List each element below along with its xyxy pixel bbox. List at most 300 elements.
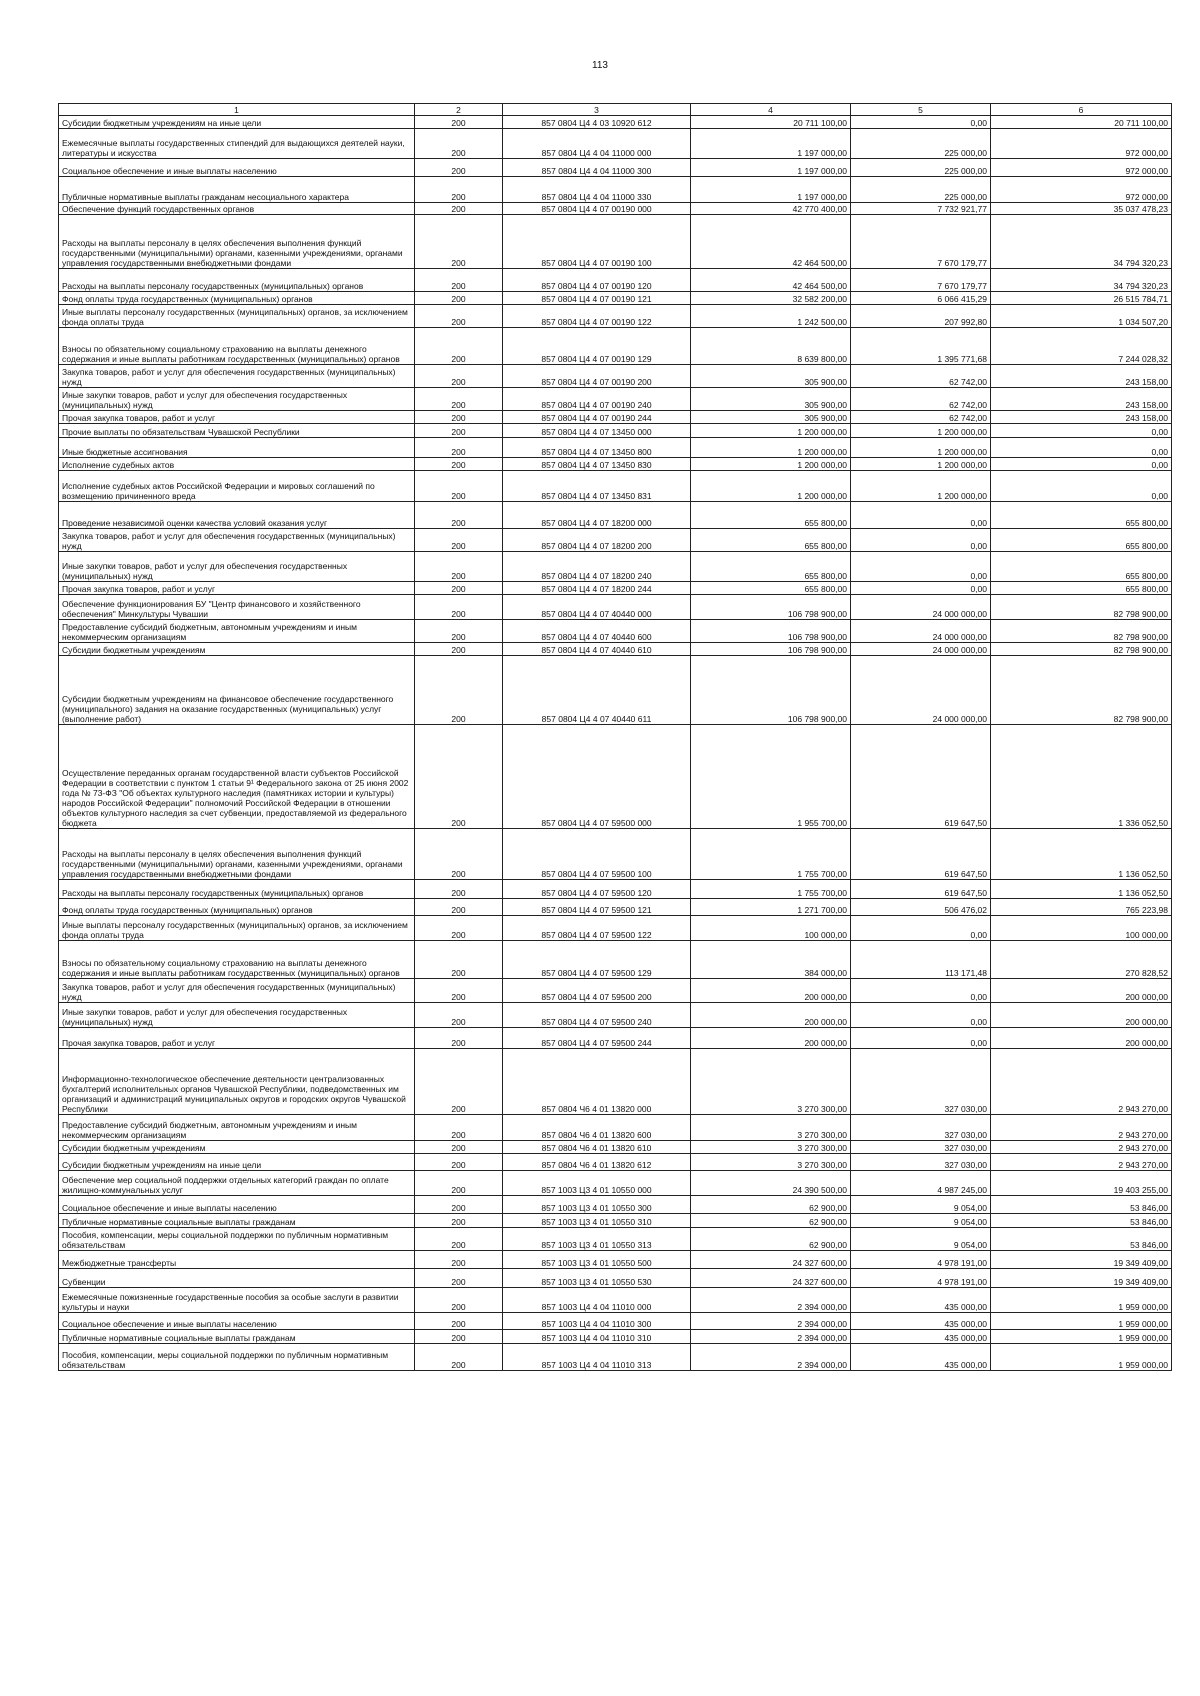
table-row: [59, 899, 1172, 916]
cell-rest: 34 794 320,23: [991, 269, 1172, 292]
cell-name: Иные закупки товаров, работ и услуг для обеспечения государственных (муниципальных) нужд: [59, 388, 415, 411]
cell-plan: 2 394 000,00: [691, 1330, 851, 1344]
table-row: [59, 1228, 1172, 1251]
cell-fact: 619 647,50: [851, 725, 991, 829]
cell-plan: 1 271 700,00: [691, 899, 851, 916]
cell-kbk: 857 0804 Ц4 4 07 59500 122: [503, 916, 691, 941]
cell-plan: 200 000,00: [691, 1003, 851, 1028]
cell-plan: 1 755 700,00: [691, 829, 851, 880]
cell-fact: 225 000,00: [851, 129, 991, 159]
cell-rest: 20 711 100,00: [991, 116, 1172, 129]
cell-plan: 106 798 900,00: [691, 656, 851, 725]
cell-fact: 225 000,00: [851, 159, 991, 177]
cell-code: 200: [415, 1115, 503, 1141]
cell-code: 200: [415, 916, 503, 941]
cell-kbk: 857 0804 Ц4 4 07 18200 000: [503, 502, 691, 529]
cell-name: Взносы по обязательному социальному страхованию на выплаты денежного содержания и иные выплаты работникам государственных (муниципальных) органов: [59, 941, 415, 979]
cell-plan: 106 798 900,00: [691, 620, 851, 643]
cell-name: Ежемесячные выплаты государственных стипендий для выдающихся деятелей науки, литературы и искусства: [59, 129, 415, 159]
cell-code: 200: [415, 458, 503, 471]
cell-fact: 4 978 191,00: [851, 1251, 991, 1269]
table-row: [59, 1171, 1172, 1196]
cell-kbk: 857 0804 Ч6 4 01 13820 600: [503, 1115, 691, 1141]
cell-fact: 7 670 179,77: [851, 215, 991, 269]
cell-code: 200: [415, 424, 503, 438]
table-row: [59, 365, 1172, 388]
cell-kbk: 857 0804 Ц4 4 07 00190 244: [503, 411, 691, 424]
cell-code: 200: [415, 129, 503, 159]
cell-rest: 53 846,00: [991, 1196, 1172, 1214]
cell-fact: 24 000 000,00: [851, 656, 991, 725]
cell-kbk: 857 0804 Ц4 4 07 59500 121: [503, 899, 691, 916]
table-row: [59, 941, 1172, 979]
cell-name: Прочие выплаты по обязательствам Чувашской Республики: [59, 424, 415, 438]
cell-rest: 1 959 000,00: [991, 1288, 1172, 1313]
table-row: [59, 595, 1172, 620]
cell-rest: 1 959 000,00: [991, 1330, 1172, 1344]
cell-code: 200: [415, 203, 503, 215]
cell-name: Публичные нормативные выплаты гражданам несоциального характера: [59, 177, 415, 203]
cell-name: Информационно-технологическое обеспечение деятельности централизованных бухгалтерий исполнительных органов Чувашской Республики, подведомственных им организаций и администраций муниципальных округов и городских округов Чувашской Республики: [59, 1049, 415, 1115]
cell-rest: 972 000,00: [991, 129, 1172, 159]
cell-name: Иные выплаты персоналу государственных (муниципальных) органов, за исключением фонда оплаты труда: [59, 916, 415, 941]
cell-plan: 2 394 000,00: [691, 1344, 851, 1371]
cell-fact: 6 066 415,29: [851, 292, 991, 305]
table-row: [59, 1115, 1172, 1141]
cell-name: Иные бюджетные ассигнования: [59, 438, 415, 458]
cell-code: 200: [415, 177, 503, 203]
cell-kbk: 857 0804 Ц4 4 07 59500 240: [503, 1003, 691, 1028]
table-row: [59, 177, 1172, 203]
table-row: [59, 656, 1172, 725]
cell-code: 200: [415, 411, 503, 424]
cell-rest: 2 943 270,00: [991, 1115, 1172, 1141]
cell-plan: 42 770 400,00: [691, 203, 851, 215]
cell-plan: 32 582 200,00: [691, 292, 851, 305]
cell-name: Исполнение судебных актов Российской Федерации и мировых соглашений по возмещению причиненного вреда: [59, 471, 415, 502]
cell-rest: 7 244 028,32: [991, 328, 1172, 365]
cell-fact: 0,00: [851, 1028, 991, 1049]
cell-kbk: 857 1003 Ц3 4 01 10550 530: [503, 1269, 691, 1288]
cell-kbk: 857 0804 Ц4 4 07 18200 240: [503, 552, 691, 582]
cell-plan: 3 270 300,00: [691, 1049, 851, 1115]
cell-code: 200: [415, 1141, 503, 1154]
cell-plan: 200 000,00: [691, 1028, 851, 1049]
cell-rest: 34 794 320,23: [991, 215, 1172, 269]
cell-code: 200: [415, 1228, 503, 1251]
cell-name: Иные выплаты персоналу государственных (муниципальных) органов, за исключением фонда оплаты труда: [59, 305, 415, 328]
cell-fact: 0,00: [851, 1003, 991, 1028]
cell-rest: 655 800,00: [991, 529, 1172, 552]
cell-code: 200: [415, 1251, 503, 1269]
cell-code: 200: [415, 1214, 503, 1228]
cell-code: 200: [415, 388, 503, 411]
cell-fact: 619 647,50: [851, 880, 991, 899]
cell-name: Субсидии бюджетным учреждениям на иные цели: [59, 1154, 415, 1171]
cell-plan: 42 464 500,00: [691, 215, 851, 269]
table-row: [59, 215, 1172, 269]
cell-fact: 1 200 000,00: [851, 458, 991, 471]
cell-rest: 1 034 507,20: [991, 305, 1172, 328]
cell-name: Субсидии бюджетным учреждениям: [59, 1141, 415, 1154]
cell-name: Исполнение судебных актов: [59, 458, 415, 471]
cell-plan: 3 270 300,00: [691, 1154, 851, 1171]
cell-plan: 62 900,00: [691, 1228, 851, 1251]
cell-name: Социальное обеспечение и иные выплаты населению: [59, 159, 415, 177]
cell-fact: 207 992,80: [851, 305, 991, 328]
cell-rest: 1 136 052,50: [991, 829, 1172, 880]
table-row: [59, 502, 1172, 529]
table-row: [59, 129, 1172, 159]
cell-rest: 243 158,00: [991, 411, 1172, 424]
cell-code: 200: [415, 941, 503, 979]
cell-fact: 0,00: [851, 916, 991, 941]
cell-code: 200: [415, 328, 503, 365]
cell-plan: 8 639 800,00: [691, 328, 851, 365]
cell-kbk: 857 0804 Ц4 4 07 00190 120: [503, 269, 691, 292]
cell-code: 200: [415, 725, 503, 829]
cell-code: 200: [415, 159, 503, 177]
table-row: [59, 582, 1172, 595]
cell-rest: 82 798 900,00: [991, 656, 1172, 725]
cell-fact: 9 054,00: [851, 1196, 991, 1214]
cell-name: Социальное обеспечение и иные выплаты населению: [59, 1196, 415, 1214]
cell-rest: 200 000,00: [991, 1003, 1172, 1028]
cell-code: 200: [415, 656, 503, 725]
cell-fact: 1 200 000,00: [851, 438, 991, 458]
cell-rest: 1 136 052,50: [991, 880, 1172, 899]
cell-name: Фонд оплаты труда государственных (муниципальных) органов: [59, 899, 415, 916]
cell-fact: 62 742,00: [851, 411, 991, 424]
cell-rest: 82 798 900,00: [991, 620, 1172, 643]
cell-fact: 435 000,00: [851, 1313, 991, 1330]
cell-plan: 1 197 000,00: [691, 129, 851, 159]
cell-kbk: 857 1003 Ц3 4 01 10550 000: [503, 1171, 691, 1196]
cell-fact: 7 670 179,77: [851, 269, 991, 292]
cell-plan: 305 900,00: [691, 411, 851, 424]
cell-fact: 9 054,00: [851, 1228, 991, 1251]
budget-table: [58, 103, 1172, 1371]
cell-rest: 26 515 784,71: [991, 292, 1172, 305]
cell-fact: 0,00: [851, 979, 991, 1003]
cell-rest: 19 403 255,00: [991, 1171, 1172, 1196]
table-row: [59, 552, 1172, 582]
cell-plan: 106 798 900,00: [691, 595, 851, 620]
cell-name: Прочая закупка товаров, работ и услуг: [59, 1028, 415, 1049]
table-row: [59, 1288, 1172, 1313]
cell-plan: 42 464 500,00: [691, 269, 851, 292]
cell-name: Обеспечение функций государственных органов: [59, 203, 415, 215]
cell-rest: 972 000,00: [991, 159, 1172, 177]
table-row: [59, 1028, 1172, 1049]
cell-kbk: 857 1003 Ц4 4 04 11010 300: [503, 1313, 691, 1330]
cell-kbk: 857 0804 Ц4 4 07 00190 122: [503, 305, 691, 328]
cell-rest: 243 158,00: [991, 388, 1172, 411]
table-row: [59, 159, 1172, 177]
cell-kbk: 857 1003 Ц3 4 01 10550 300: [503, 1196, 691, 1214]
cell-rest: 53 846,00: [991, 1228, 1172, 1251]
table-row: [59, 916, 1172, 941]
cell-name: Субсидии бюджетным учреждениям на иные цели: [59, 116, 415, 129]
cell-plan: 24 390 500,00: [691, 1171, 851, 1196]
cell-name: Закупка товаров, работ и услуг для обеспечения государственных (муниципальных) нужд: [59, 529, 415, 552]
table-row: [59, 269, 1172, 292]
column-header: 3: [503, 104, 691, 116]
column-header: 6: [991, 104, 1172, 116]
cell-kbk: 857 1003 Ц3 4 01 10550 500: [503, 1251, 691, 1269]
cell-name: Публичные нормативные социальные выплаты гражданам: [59, 1330, 415, 1344]
cell-code: 200: [415, 829, 503, 880]
table-row: [59, 388, 1172, 411]
cell-fact: 24 000 000,00: [851, 620, 991, 643]
cell-name: Ежемесячные пожизненные государственные пособия за особые заслуги в развитии культуры и науки: [59, 1288, 415, 1313]
cell-fact: 1 395 771,68: [851, 328, 991, 365]
cell-fact: 113 171,48: [851, 941, 991, 979]
cell-name: Закупка товаров, работ и услуг для обеспечения государственных (муниципальных) нужд: [59, 979, 415, 1003]
table-row: [59, 1154, 1172, 1171]
cell-fact: 435 000,00: [851, 1288, 991, 1313]
cell-plan: 200 000,00: [691, 979, 851, 1003]
cell-kbk: 857 0804 Ц4 4 03 10920 612: [503, 116, 691, 129]
table-row: [59, 411, 1172, 424]
table-row: [59, 471, 1172, 502]
cell-kbk: 857 0804 Ц4 4 07 00190 100: [503, 215, 691, 269]
cell-code: 200: [415, 365, 503, 388]
cell-rest: 2 943 270,00: [991, 1049, 1172, 1115]
cell-code: 200: [415, 215, 503, 269]
cell-name: Социальное обеспечение и иные выплаты населению: [59, 1313, 415, 1330]
cell-kbk: 857 1003 Ц4 4 04 11010 313: [503, 1344, 691, 1371]
column-header: 4: [691, 104, 851, 116]
cell-plan: 100 000,00: [691, 916, 851, 941]
table-row: [59, 1344, 1172, 1371]
cell-kbk: 857 0804 Ц4 4 07 59500 200: [503, 979, 691, 1003]
cell-plan: 3 270 300,00: [691, 1115, 851, 1141]
cell-kbk: 857 0804 Ц4 4 07 13450 800: [503, 438, 691, 458]
cell-plan: 1 242 500,00: [691, 305, 851, 328]
cell-name: Обеспечение функционирования БУ "Центр финансового и хозяйственного обеспечения" Минкультуры Чувашии: [59, 595, 415, 620]
cell-kbk: 857 0804 Ц4 4 07 00190 129: [503, 328, 691, 365]
cell-kbk: 857 0804 Ц4 4 07 40440 600: [503, 620, 691, 643]
cell-code: 200: [415, 1313, 503, 1330]
cell-fact: 327 030,00: [851, 1154, 991, 1171]
table-row: [59, 1049, 1172, 1115]
cell-kbk: 857 0804 Ц4 4 07 13450 831: [503, 471, 691, 502]
table-row: [59, 458, 1172, 471]
cell-name: Предоставление субсидий бюджетным, автономным учреждениям и иным некоммерческим организациям: [59, 620, 415, 643]
cell-code: 200: [415, 1344, 503, 1371]
table-row: [59, 1141, 1172, 1154]
cell-kbk: 857 0804 Ц4 4 07 40440 000: [503, 595, 691, 620]
column-header: 5: [851, 104, 991, 116]
cell-code: 200: [415, 1049, 503, 1115]
cell-plan: 1 200 000,00: [691, 458, 851, 471]
cell-code: 200: [415, 899, 503, 916]
cell-code: 200: [415, 471, 503, 502]
cell-kbk: 857 0804 Ч6 4 01 13820 612: [503, 1154, 691, 1171]
cell-fact: 24 000 000,00: [851, 595, 991, 620]
cell-fact: 506 476,02: [851, 899, 991, 916]
cell-kbk: 857 0804 Ц4 4 07 59500 100: [503, 829, 691, 880]
cell-kbk: 857 0804 Ц4 4 07 59500 000: [503, 725, 691, 829]
cell-fact: 0,00: [851, 552, 991, 582]
cell-fact: 62 742,00: [851, 388, 991, 411]
cell-name: Обеспечение мер социальной поддержки отдельных категорий граждан по оплате жилищно-коммунальных услуг: [59, 1171, 415, 1196]
cell-rest: 2 943 270,00: [991, 1141, 1172, 1154]
cell-rest: 0,00: [991, 438, 1172, 458]
cell-rest: 53 846,00: [991, 1214, 1172, 1228]
cell-name: Проведение независимой оценки качества условий оказания услуг: [59, 502, 415, 529]
cell-code: 200: [415, 1154, 503, 1171]
cell-kbk: 857 0804 Ц4 4 07 59500 129: [503, 941, 691, 979]
cell-code: 200: [415, 116, 503, 129]
cell-kbk: 857 0804 Ц4 4 07 00190 000: [503, 203, 691, 215]
page-number: 113: [592, 60, 608, 71]
cell-kbk: 857 0804 Ц4 4 07 18200 200: [503, 529, 691, 552]
cell-rest: 972 000,00: [991, 177, 1172, 203]
cell-fact: 4 987 245,00: [851, 1171, 991, 1196]
cell-rest: 100 000,00: [991, 916, 1172, 941]
cell-kbk: 857 0804 Ч6 4 01 13820 610: [503, 1141, 691, 1154]
cell-fact: 435 000,00: [851, 1344, 991, 1371]
cell-plan: 1 955 700,00: [691, 725, 851, 829]
table-row: [59, 328, 1172, 365]
cell-code: 200: [415, 552, 503, 582]
cell-plan: 3 270 300,00: [691, 1141, 851, 1154]
cell-rest: 200 000,00: [991, 1028, 1172, 1049]
cell-rest: 655 800,00: [991, 552, 1172, 582]
cell-name: Иные закупки товаров, работ и услуг для обеспечения государственных (муниципальных) нужд: [59, 552, 415, 582]
cell-name: Взносы по обязательному социальному страхованию на выплаты денежного содержания и иные выплаты работникам государственных (муниципальных) органов: [59, 328, 415, 365]
cell-kbk: 857 0804 Ц4 4 04 11000 000: [503, 129, 691, 159]
table-row: [59, 643, 1172, 656]
cell-fact: 327 030,00: [851, 1115, 991, 1141]
cell-name: Расходы на выплаты персоналу государственных (муниципальных) органов: [59, 880, 415, 899]
cell-rest: 82 798 900,00: [991, 595, 1172, 620]
cell-rest: 270 828,52: [991, 941, 1172, 979]
cell-code: 200: [415, 582, 503, 595]
cell-code: 200: [415, 269, 503, 292]
cell-rest: 0,00: [991, 458, 1172, 471]
cell-code: 200: [415, 1171, 503, 1196]
cell-kbk: 857 1003 Ц3 4 01 10550 313: [503, 1228, 691, 1251]
table-row: [59, 880, 1172, 899]
table-row: [59, 829, 1172, 880]
cell-code: 200: [415, 529, 503, 552]
cell-code: 200: [415, 292, 503, 305]
cell-rest: 35 037 478,23: [991, 203, 1172, 215]
cell-plan: 655 800,00: [691, 582, 851, 595]
cell-plan: 20 711 100,00: [691, 116, 851, 129]
cell-plan: 1 200 000,00: [691, 471, 851, 502]
cell-rest: 0,00: [991, 471, 1172, 502]
table-row: [59, 305, 1172, 328]
cell-code: 200: [415, 1288, 503, 1313]
cell-fact: 327 030,00: [851, 1049, 991, 1115]
cell-code: 200: [415, 1196, 503, 1214]
cell-rest: 655 800,00: [991, 502, 1172, 529]
cell-name: Закупка товаров, работ и услуг для обеспечения государственных (муниципальных) нужд: [59, 365, 415, 388]
cell-plan: 1 200 000,00: [691, 424, 851, 438]
cell-fact: 0,00: [851, 582, 991, 595]
cell-name: Субвенции: [59, 1269, 415, 1288]
cell-kbk: 857 0804 Ц4 4 04 11000 330: [503, 177, 691, 203]
cell-name: Расходы на выплаты персоналу в целях обеспечения выполнения функций государственными (муниципальными) органами, казенными учреждениями, органами управления государственными внебюджетными фондами: [59, 215, 415, 269]
table-row: [59, 1196, 1172, 1214]
cell-code: 200: [415, 438, 503, 458]
table-row: [59, 725, 1172, 829]
cell-code: 200: [415, 620, 503, 643]
cell-plan: 62 900,00: [691, 1196, 851, 1214]
cell-kbk: 857 0804 Ц4 4 07 13450 830: [503, 458, 691, 471]
table-row: [59, 424, 1172, 438]
cell-code: 200: [415, 643, 503, 656]
cell-code: 200: [415, 502, 503, 529]
table-row: [59, 1251, 1172, 1269]
table-row: [59, 292, 1172, 305]
cell-kbk: 857 0804 Ц4 4 07 59500 244: [503, 1028, 691, 1049]
cell-fact: 327 030,00: [851, 1141, 991, 1154]
cell-kbk: 857 0804 Ч6 4 01 13820 000: [503, 1049, 691, 1115]
cell-plan: 62 900,00: [691, 1214, 851, 1228]
table-row: [59, 1330, 1172, 1344]
cell-code: 200: [415, 595, 503, 620]
table-row: [59, 1003, 1172, 1028]
cell-rest: 1 336 052,50: [991, 725, 1172, 829]
cell-kbk: 857 0804 Ц4 4 07 59500 120: [503, 880, 691, 899]
cell-name: Иные закупки товаров, работ и услуг для обеспечения государственных (муниципальных) нужд: [59, 1003, 415, 1028]
table-row: [59, 1214, 1172, 1228]
cell-fact: 0,00: [851, 529, 991, 552]
cell-code: 200: [415, 979, 503, 1003]
cell-kbk: 857 1003 Ц4 4 04 11010 000: [503, 1288, 691, 1313]
cell-name: Расходы на выплаты персоналу государственных (муниципальных) органов: [59, 269, 415, 292]
cell-plan: 655 800,00: [691, 502, 851, 529]
cell-kbk: 857 0804 Ц4 4 07 00190 121: [503, 292, 691, 305]
cell-plan: 24 327 600,00: [691, 1251, 851, 1269]
cell-code: 200: [415, 305, 503, 328]
cell-rest: 1 959 000,00: [991, 1313, 1172, 1330]
cell-code: 200: [415, 1330, 503, 1344]
cell-plan: 655 800,00: [691, 552, 851, 582]
cell-name: Прочая закупка товаров, работ и услуг: [59, 411, 415, 424]
cell-plan: 305 900,00: [691, 365, 851, 388]
cell-plan: 1 200 000,00: [691, 438, 851, 458]
table-row: [59, 203, 1172, 215]
cell-rest: 2 943 270,00: [991, 1154, 1172, 1171]
cell-plan: 2 394 000,00: [691, 1288, 851, 1313]
table-row: [59, 529, 1172, 552]
column-number-header-row: [59, 104, 1172, 116]
table-body: [59, 116, 1172, 1371]
cell-rest: 0,00: [991, 424, 1172, 438]
cell-rest: 200 000,00: [991, 979, 1172, 1003]
cell-plan: 106 798 900,00: [691, 643, 851, 656]
cell-code: 200: [415, 1003, 503, 1028]
table-row: [59, 620, 1172, 643]
cell-plan: 1 197 000,00: [691, 159, 851, 177]
column-header: 1: [59, 104, 415, 116]
cell-fact: 0,00: [851, 502, 991, 529]
cell-plan: 1 197 000,00: [691, 177, 851, 203]
cell-name: Публичные нормативные социальные выплаты гражданам: [59, 1214, 415, 1228]
table-row: [59, 1269, 1172, 1288]
cell-kbk: 857 1003 Ц4 4 04 11010 310: [503, 1330, 691, 1344]
cell-code: 200: [415, 1269, 503, 1288]
cell-rest: 765 223,98: [991, 899, 1172, 916]
cell-fact: 619 647,50: [851, 829, 991, 880]
cell-name: Осуществление переданных органам государственной власти субъектов Российской Федерации в соответствии с пунктом 1 статьи 9¹ Федерального закона от 25 июня 2002 года № 73-ФЗ "Об объектах культурного наследия (памятниках истории и культуры) народов Российской Федерации" полномочий Российской Федерации в отношении объектов культурного наследия за счет субвенции, предоставляемой из федерального бюджета: [59, 725, 415, 829]
